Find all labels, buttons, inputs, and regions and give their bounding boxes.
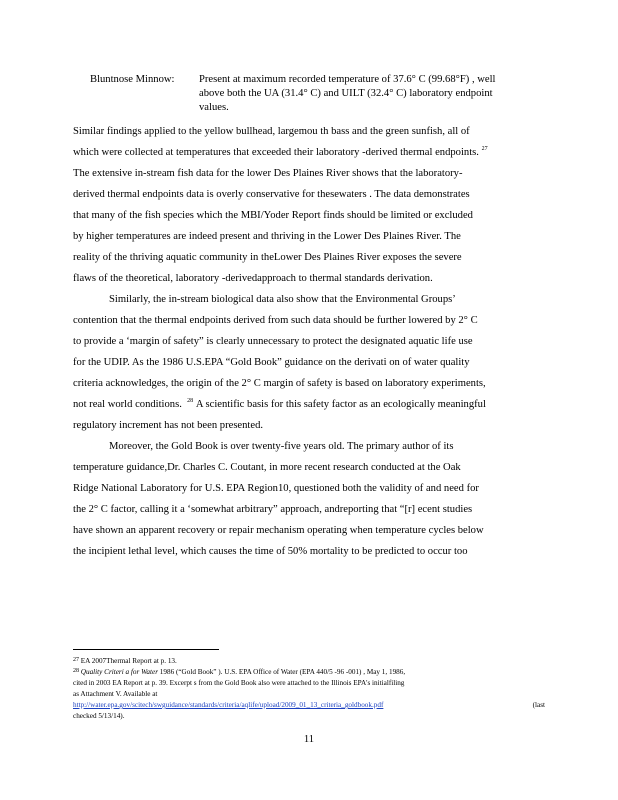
species-text-line: Present at maximum recorded temperature of 37.6° C (99.68°F) , well — [199, 74, 496, 85]
body-line: Similarly, the in-stream biological data also show that the Environmental Groups’ — [109, 294, 456, 305]
page-number: 11 — [303, 734, 315, 745]
body-line: the incipient lethal level, which causes the time of 50% mortality to be predicted to occur too — [73, 546, 468, 557]
body-line: not real world conditions. $^{28}$ A scientific basis for this safety factor as an ecologically meaningful — [73, 398, 486, 410]
body-line: for the UDIP. As the 1986 U.S.EPA “Gold Book” guidance on the derivati on of water quality — [73, 357, 470, 368]
footnote-28: $^{28}$ Quality Criteri a for Water 1986 (“Gold Book” ). U.S. EPA Office of Water (EPA 440/5 -96 -001) , May 1, 1986, — [73, 668, 406, 676]
body-line: to provide a ‘margin of safety” is clearly unnecessary to protect the designated aquatic life use — [73, 336, 473, 347]
body-line: Similar findings applied to the yellow bullhead, largemou th bass and the green sunfish, all of — [73, 126, 470, 137]
footnote-28-line: http://water.epa.gov/scitech/swguidance/standards/criteria/aqlife/upload/2009_01_13_criteria_goldbook.pdf (last — [73, 701, 545, 709]
species-text-line: above both the UA (31.4° C) and UILT (32.4° C) laboratory endpoint — [199, 88, 493, 99]
body-line: that many of the fish species which the MBI/Yoder Report finds should be limited or excluded — [73, 210, 473, 221]
footnote-28-line: cited in 2003 EA Report at p. 39. Excerpt s from the Gold Book also were attached to the Illinois EPA's initialfiling — [73, 679, 405, 687]
body-line: Ridge National Laboratory for U.S. EPA Region10, questioned both the validity of and need for — [73, 483, 479, 494]
species-text-line: values. — [199, 102, 229, 113]
body-line: which were collected at temperatures that exceeded their laboratory -derived thermal endpoints. $^{27}$ — [73, 146, 488, 158]
footnote-28-line: as Attachment V. Available at — [73, 690, 158, 698]
footnote-ref-27[interactable]: 27 — [481, 146, 488, 152]
body-line: contention that the thermal endpoints derived from such data should be further lowered by 2° C — [73, 315, 478, 326]
footnote-ref-28[interactable]: 28 — [187, 398, 194, 404]
goldbook-link[interactable]: http://water.epa.gov/scitech/swguidance/standards/criteria/aqlife/upload/2009_01_13_criteria_goldbook.pdf — [73, 701, 384, 709]
species-label: Bluntnose Minnow: — [90, 74, 175, 85]
body-line: by higher temperatures are indeed present and thriving in the Lower Des Plaines River. The — [73, 231, 461, 242]
body-line: flaws of the theoretical, laboratory -derivedapproach to thermal standards derivation. — [73, 273, 433, 284]
body-line: Moreover, the Gold Book is over twenty-five years old. The primary author of its — [109, 441, 454, 452]
body-line: the 2° C factor, calling it a ‘somewhat arbitrary” approach, andreporting that “[r] ecent studies — [73, 504, 473, 515]
body-line: criteria acknowledges, the origin of the 2° C margin of safety is based on laboratory experiments, — [73, 378, 486, 389]
body-line: have shown an apparent recovery or repair mechanism operating when temperature cycles below — [73, 525, 484, 536]
footnote-27: $^{27}$ EA 2007Thermal Report at p. 13. — [73, 657, 177, 665]
body-line: reality of the thriving aquatic community in theLower Des Plaines River exposes the severe — [73, 252, 462, 263]
footnote-28-line: checked 5/13/14). — [73, 712, 125, 720]
body-line: temperature guidance,Dr. Charles C. Coutant, in more recent research conducted at the Oak — [73, 462, 461, 473]
body-line: derived thermal endpoints data is overly conservative for thesewaters . The data demonstrates — [73, 189, 470, 200]
body-line: The extensive in-stream fish data for the lower Des Plaines River shows that the laboratory- — [73, 168, 463, 179]
footnote-divider — [73, 649, 219, 650]
body-line: regulatory increment has not been presented. — [73, 420, 264, 431]
